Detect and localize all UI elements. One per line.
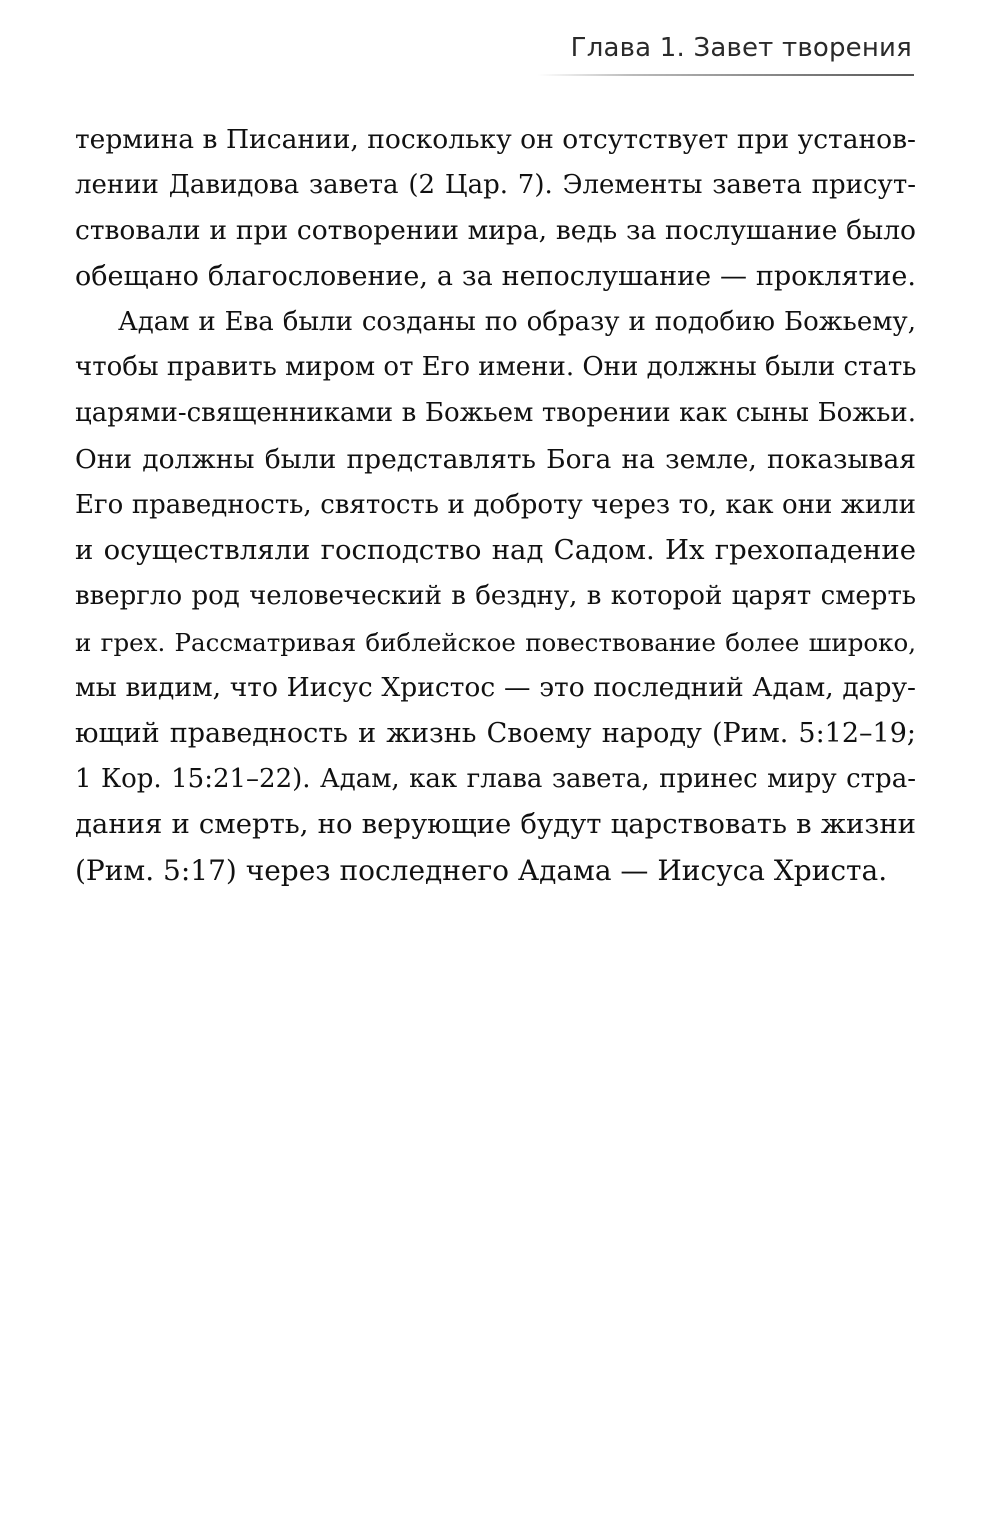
text-line-paragraph-start: Адам и Ева были созданы по образу и подобию Божьему, [118,306,916,337]
body-text [75,117,916,894]
text-line: лении Давидова завета (2 Цар. 7). Элементы завета присут- [75,169,916,200]
text-line: дания и смерть, но верующие будут царствовать в жизни [75,808,916,841]
header-rule [538,74,914,76]
running-head-title: Глава 1. Завет творения [570,33,912,63]
text-line: и грех. Рассматривая библейское повествование более широко, [75,627,916,657]
text-line: чтобы править миром от Его имени. Они должны были стать [75,352,917,383]
text-line: обещано благословение, а за непослушание — проклятие. [75,261,916,293]
text-line: царями-священниками в Божьем творении как сыны Божьи. [75,398,916,429]
text-line: мы видим, что Иисус Христос — это последний Адам, дару- [75,672,916,704]
text-line: ствовали и при сотворении мира, ведь за послушание было [75,215,916,247]
text-line-paragraph-end: (Рим. 5:17) через последнего Адама — Иисуса Христа. [75,854,888,887]
text-line: и осуществляли господство над Садом. Их грехопадение [75,534,916,567]
text-line: Его праведность, святость и доброту через то, как они жили [75,489,916,520]
text-line: термина в Писании, поскольку он отсутствует при установ- [75,124,916,155]
text-line: 1 Кор. 15:21–22). Адам, как глава завета, принес миру стра- [75,763,916,794]
text-line: ющий праведность и жизнь Своему народу (Рим. 5:12–19; [75,717,916,749]
text-line: Они должны были представлять Бога на земле, показывая [75,443,916,475]
text-line: ввергло род человеческий в бездну, в которой царят смерть [75,580,916,611]
